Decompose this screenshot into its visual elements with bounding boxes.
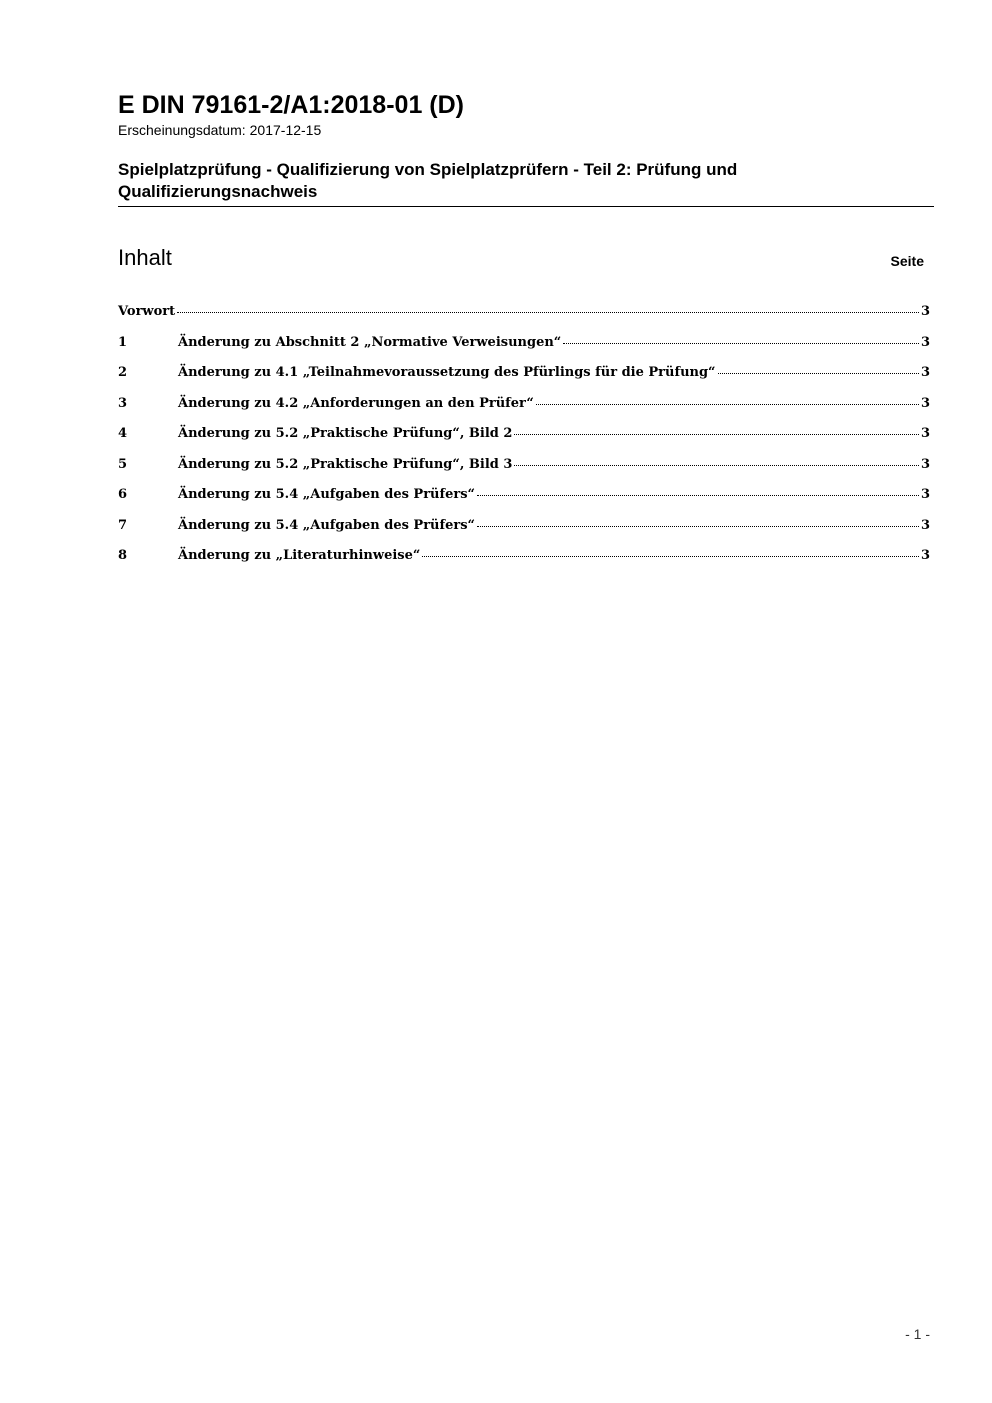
toc-entry-text[interactable]: Änderung zu 4.1 „Teilnahmevoraussetzung des Pfürlings für die Prüfung“ [178, 365, 716, 380]
toc-entry-number: 3 [118, 395, 128, 411]
toc-entry-page: 3 [920, 548, 930, 563]
publication-date: 2017-12-15 [249, 122, 322, 138]
toc-entry-number: 1 [118, 334, 128, 350]
toc-dot-leader [718, 371, 919, 374]
toc-entry-text[interactable]: Änderung zu 5.4 „Aufgaben des Prüfers“ [178, 517, 476, 533]
toc-entry[interactable] [118, 423, 930, 454]
toc-dot-leader [514, 463, 919, 466]
toc-entry-page: 3 [920, 456, 930, 472]
toc-entry[interactable] [118, 515, 930, 546]
toc-heading: Inhalt [118, 245, 172, 270]
toc-entry-number: 7 [118, 517, 128, 533]
toc-entry[interactable] [118, 454, 930, 485]
document-title: Spielplatzprüfung - Qualifizierung von Spielplatzprüfern - Teil 2: Prüfung und Qualifizierungsnachweis [118, 160, 738, 201]
toc-entry[interactable] [118, 484, 930, 515]
publication-date-label: Erscheinungsdatum: [118, 122, 246, 138]
title-divider [118, 206, 934, 207]
toc-entry-number: 5 [118, 456, 128, 472]
toc-entry-text[interactable]: Änderung zu Abschnitt 2 „Normative Verweisungen“ [178, 334, 562, 350]
toc-entry-text[interactable]: Änderung zu „Literaturhinweise“ [178, 548, 421, 563]
toc-entry-text[interactable]: Änderung zu 5.2 „Praktische Prüfung“, Bild 3 [178, 456, 513, 472]
toc-entry[interactable] [118, 332, 930, 363]
toc-entry[interactable] [118, 362, 930, 393]
toc-entry-number: 6 [118, 487, 128, 502]
toc-entry[interactable] [118, 545, 930, 576]
toc-dot-leader [422, 554, 919, 557]
toc-entry-text[interactable]: Änderung zu 4.2 „Anforderungen an den Prüfer“ [178, 395, 534, 411]
page-number: - 1 - [905, 1326, 930, 1342]
toc-entry-page: 3 [920, 334, 930, 350]
document-id: E DIN 79161-2/A1:2018-01 (D) [118, 91, 464, 119]
toc-entry-page: 3 [920, 426, 930, 441]
toc-entry-page: 3 [920, 304, 930, 319]
toc-entry-text[interactable]: Vorwort [118, 304, 176, 319]
toc-entry-number: 2 [118, 365, 128, 380]
toc-entry-number: 8 [118, 548, 128, 563]
toc-entry[interactable] [118, 393, 930, 424]
toc-entry[interactable] [118, 301, 930, 332]
toc-dot-leader [477, 524, 919, 527]
toc-entry-number: 4 [118, 426, 128, 441]
toc-dot-leader [563, 341, 919, 344]
toc-page-column-label: Seite [890, 253, 924, 269]
toc-entry-text[interactable]: Änderung zu 5.2 „Praktische Prüfung“, Bild 2 [178, 426, 513, 441]
publication-date-line [118, 121, 321, 139]
toc-entry-page: 3 [920, 395, 930, 411]
toc-dot-leader [514, 432, 919, 435]
toc-entry-page: 3 [920, 365, 930, 380]
table-of-contents [118, 301, 930, 576]
toc-dot-leader [177, 310, 919, 313]
toc-dot-leader [536, 402, 919, 405]
toc-entry-page: 3 [920, 487, 930, 502]
toc-entry-text[interactable]: Änderung zu 5.4 „Aufgaben des Prüfers“ [178, 487, 476, 502]
toc-dot-leader [477, 493, 919, 496]
toc-entry-page: 3 [920, 517, 930, 533]
